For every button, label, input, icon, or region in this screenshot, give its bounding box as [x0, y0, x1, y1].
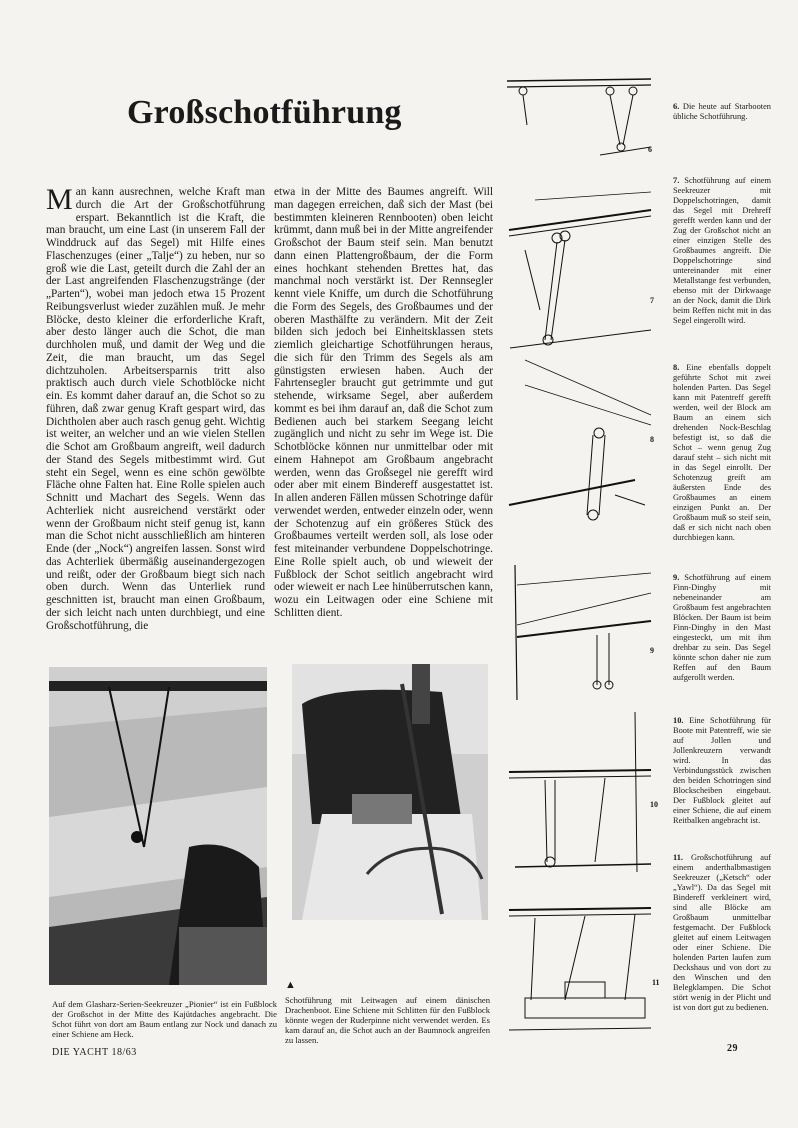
- figure-6-text: Die heute auf Starbooten übliche Schotführung.: [673, 102, 771, 121]
- figure-11-label: 11.: [673, 853, 684, 862]
- diagram-10-drawing: [505, 712, 653, 877]
- diagram-7: [505, 190, 653, 350]
- figure-9-caption: [673, 573, 771, 683]
- figure-9-text: Schotführung auf einem Finn-Dinghy mit nebeneinander am Großbaum fest angebrachten Blöcken. Der Baum ist beim Finn-Dinghy in den Mast eingesteckt, um mit ihm drehbar zu sein. Das Segel könnte schon daher nie zum Reffen auf den Baum aufgerollt werden.: [673, 573, 772, 682]
- photo-drachen-traveller: [292, 664, 488, 920]
- diagram-8-number: 8: [650, 435, 654, 444]
- caption-drachen: Schotführung mit Leitwagen auf einem dänischen Drachenboot. Eine Schiene mit Schlitten für den Fußblock könnte wegen der Ruderpinne nicht verwendet werden. Es kam darauf an, die Schot auch an der Baumnock angreifen zu lassen.: [285, 995, 490, 1045]
- diagram-9-drawing: [505, 565, 653, 700]
- article-column-2: [274, 186, 493, 620]
- article-column-1: [46, 183, 265, 632]
- figure-10-caption: [673, 716, 771, 826]
- column-2-text: etwa in der Mitte des Baumes angreift. Will man dagegen erreichen, daß sich der Mast (bei bestimmten kleineren Rennbooten) oben leicht krümmt, dann muß bei in der Mitte angreifender Großschot der Baum steif sein. Man benutzt dann einen Plattengroßbaum, der die Form eines hochkant stehenden Brettes hat, das manchmal noch verstärkt ist. Der Rennsegler kennt viele Kniffe, um durch die Schotführung die Form des Segels, des Großbaumes und der oberen Masthälfte zu verändern. Mit der Zeit bilden sich jedoch bei Einheitsklassen stets ziemlich gleichartige Schotführungen heraus, die sich für den Trimm des Segels als am günstigsten erwiesen haben. Auch der Fahrtensegler braucht gut getrimmte und gut stehende, wirksame Segel, aber außerdem kommt es bei ihm darauf an, daß die Schot zum Bedienen auch bei starkem Seegang leicht zugänglich und nicht zu sehr im Wege ist. Die Schotblöcke können nur unmittelbar oder mit einem Hahnepot am Großbaum angebracht werden, wenn das Großsegel nie gerefft wird oder aber mit einem Bindereff ausgestattet ist. In allen anderen Fällen müssen Schotringe dafür verwendet werden, entweder einzeln oder, wenn der Schotenzug auf ein größeres Stück des Großbaumes verteilt werden soll, als lose oder fest miteinander verbundene Doppelschotringe. Eine Rolle spielt auch, ob und wieweit der Fußblock der Schot seitlich angebracht wird oder wieweit er nach Lee hinüberrutschen kann, wozu ein Leitwagen oder eine Schiene mit Schlitten dient.: [274, 186, 493, 619]
- diagram-9: [505, 565, 653, 700]
- figure-11-caption: [673, 853, 771, 1013]
- figure-7-label: 7.: [673, 176, 680, 185]
- figure-10-label: 10.: [673, 716, 684, 725]
- article-title: Großschotführung: [127, 94, 402, 131]
- column-1-text: an kann ausrechnen, welche Kraft man durch die Art der Großschotführung erspart. Bekanntlich ist die Kraft, die man braucht, um eine Last (in unserem Fall der Winddruck auf das Segel) mit Hilfe eines Flaschenzuges (einer „Talje“) zu heben, nur so groß wie die Last, geteilt durch die Zahl der an der Last angreifenden Flaschenzugstränge (der „Parten“), wobei man jedoch etwa 15 Prozent Reibungsverlust wieder zuzählen muß. Je mehr Blöcke, desto kleiner die erforderliche Kraft, aber desto länger auch die Schot, die man durchholen muß, und damit der Weg und die Zeit, die man braucht, um das Segel dichtzuholen. Arbeitsersparnis tritt also praktisch auch durch viele Schotblöcke nicht ein. Es kommt daher darauf an, die Schot so zu führen, daß zwar genug Kraft gespart wird, das Dichtholen aber auch rasch genug geht. Wichtig ist weiter, an welcher und an wie vielen Stellen die Schot am Großbaum angreift, weil dadurch der Stand des Segels mitbestimmt wird. Gut steht ein Segel, wenn es eine schön gewölbte Fläche ohne Falten hat. Eine Rolle spielen auch Schnitt und Machart des Segels. Wenn das Achterliek nicht ausreichend verstärkt oder wenn der Großbaum nicht steif genug ist, kann man die Schot nicht ausschließlich am hinteren Ende (der „Nock“) angreifen lassen. Sonst wird das Achterliek übermäßig auseinandergezogen und reißt, oder der Großbaum biegt sich nach oben durch. Wenn das Unterliek rund geschnitten ist, braucht man einen Großbaum, der sich leicht nach unten durchbiegt, und eine Großschotführung, die: [46, 186, 265, 632]
- diagram-9-number: 9: [650, 646, 654, 655]
- diagram-11: [505, 890, 653, 1040]
- photo-drachen-image: [292, 664, 488, 920]
- diagram-6: [505, 75, 653, 165]
- diagram-7-drawing: [505, 190, 653, 350]
- figure-7-caption: [673, 176, 771, 326]
- diagram-8: [505, 355, 653, 530]
- diagram-8-drawing: [505, 355, 653, 530]
- page-number: 29: [727, 1043, 738, 1054]
- figure-6-label: 6.: [673, 102, 680, 111]
- figure-9-label: 9.: [673, 573, 680, 582]
- caption-marker: ▲: [285, 979, 296, 991]
- diagram-7-number: 7: [650, 296, 654, 305]
- diagram-6-number: 6: [648, 145, 652, 154]
- figure-8-label: 8.: [673, 363, 680, 372]
- diagram-11-drawing: [505, 890, 653, 1040]
- figure-6-caption: [673, 102, 771, 122]
- figure-8-caption: [673, 363, 771, 543]
- photo-pionier-image: [49, 667, 267, 985]
- diagram-10-number: 10: [650, 800, 658, 809]
- diagram-10: [505, 712, 653, 877]
- photo-pionier-cabin-block: [49, 667, 267, 985]
- drop-cap: M: [46, 183, 73, 216]
- diagram-6-drawing: [505, 75, 653, 165]
- footer-magazine: DIE YACHT 18/63: [52, 1047, 137, 1058]
- figure-11-text: Großschotführung auf einem anderthalbmastigen Seekreuzer („Ketsch“ oder „Yawl“). Da das Segel mit Bindereff verkleinert wird, sind alle Blöcke am Großbaum unmittelbar festgemacht. Der Fußblock gleitet auf einem Leitwagen oder einer Schiene. Die holenden Parten laufen zum Deckshaus und von dort zu den Winschen und den Belegklampen. Die Schot stört wenig in der Plicht und ist von dort gut zu bedienen.: [673, 853, 771, 1012]
- figure-7-text: Schotführung auf einem Seekreuzer mit Doppelschotringen, damit das Segel mit Drehreff gerefft werden kann und der Zug der Großschot nicht an einer einzigen Stelle des Großbaumes angreift. Die Doppelschotringe sind untereinander mit einer Metallstange fest verbunden, ebenso mit der Dirkwaage an der Nock, damit die Dirk beim Reffen nicht mit in das Segel eingerollt wird.: [673, 176, 772, 325]
- figure-10-text: Eine Schotführung für Boote mit Patentreff, wie sie auf Jollen und Jollenkreuzern verwandt wird. In das Verbindungsstück zwischen den beiden Schotringen sind Blockscheiben eingebaut. Der Fußblock gleitet auf einer Schiene, die auf einem Reitbalken angebracht ist.: [673, 716, 771, 825]
- caption-pionier: Auf dem Glasharz-Serien-Seekreuzer „Pionier“ ist ein Fußblock der Großschot in der Mitte des Kajütdaches angebracht. Die Schot führt von dort am Baum entlang zur Nock und danach zu einer Schiene am Heck.: [52, 999, 277, 1039]
- figure-8-text: Eine ebenfalls doppelt geführte Schot mit zwei holenden Parten. Das Segel kann mit Patentreff gerefft werden, weil der Block am Baum an einem sich drehenden Nock-Beschlag befestigt ist, so daß die Schot – wenn genug Zug darauf steht – sich nicht mit in das Segel einrollt. Der Schotenzug greift am äußersten Ende des Großbaumes an einem einzigen Punkt an. Der Großbaum muß so steif sein, daß er sich nicht nach oben durchbiegen kann.: [673, 363, 772, 542]
- diagram-11-number: 11: [652, 978, 660, 987]
